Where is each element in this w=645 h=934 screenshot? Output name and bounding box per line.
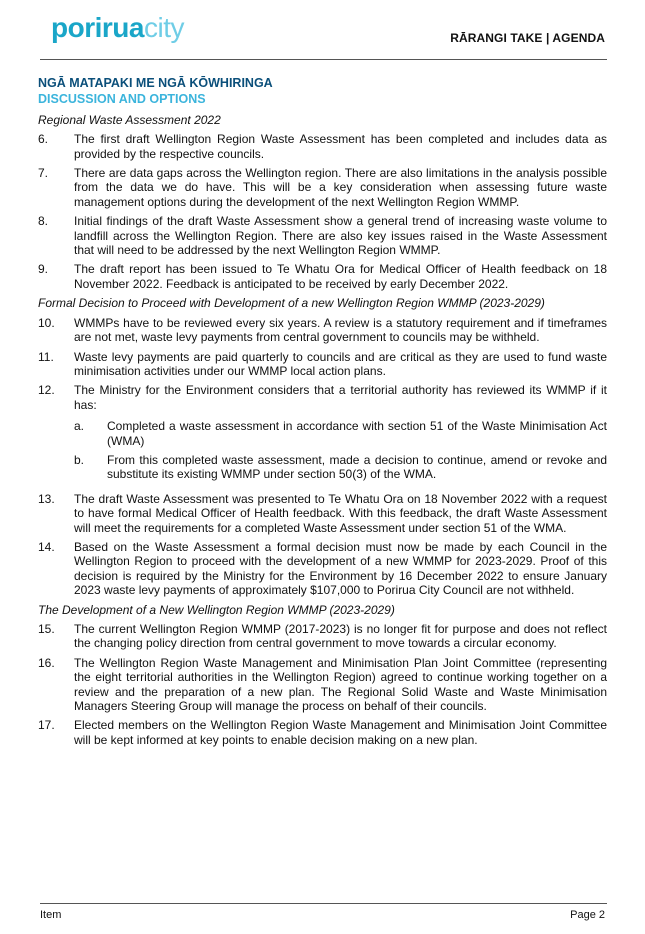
paragraph-number: 6.: [38, 132, 49, 147]
paragraph-number: 7.: [38, 166, 49, 181]
paragraph-number: 16.: [38, 655, 55, 670]
sub-item-letter: b.: [74, 452, 85, 467]
paragraph-text: The Ministry for the Environment considers that a territorial authority has reviewed its WMMP if it has:: [74, 383, 607, 412]
paragraph-12-body: [74, 383, 607, 486]
paragraph-12-sublist: [74, 419, 607, 482]
paragraph-text: WMMPs have to be reviewed every six years. A review is a statutory requirement and if timeframes are not met, waste levy payments from central government to councils may be withheld.: [74, 315, 607, 345]
paragraph-number: 12.: [38, 383, 55, 398]
paragraph-number: 17.: [38, 718, 55, 733]
sub-item-a: [74, 419, 607, 448]
sub-item-text: From this completed waste assessment, made a decision to continue, amend or revoke and substitute its existing WMMP under section 50(3) of the WMA.: [107, 452, 607, 482]
section-title-maori: NGĀ MATAPAKI ME NGĀ KŌWHIRINGA: [38, 76, 273, 90]
paragraph-text: Waste levy payments are paid quarterly to councils and are critical as they are used to fund waste minimisation activities under our WMMP local action plans.: [74, 349, 607, 378]
paragraph-17: [38, 718, 607, 747]
sub-item-b: [74, 453, 607, 482]
paragraph-14: [38, 540, 607, 598]
paragraph-7: [38, 166, 607, 209]
footer-divider: [40, 903, 607, 904]
paragraph-number: 8.: [38, 214, 49, 229]
paragraph-text: Based on the Waste Assessment a formal decision must now be made by each Council in the Wellington Region to proceed with the development of a new WMMP for 2023-2029. Proof of this decision is required by the Ministry for the Environment by 16 December 2022 to ensure January 2023 waste levy payments of approximately $107,000 to Porirua City Council are not withheld.: [74, 539, 607, 598]
paragraph-text: The current Wellington Region WMMP (2017-2023) is no longer fit for purpose and does not reflect the changing policy direction from central government to move towards a circular economy.: [74, 622, 607, 651]
logo-text-porirua: porirua: [51, 12, 144, 43]
paragraph-number: 11.: [38, 349, 54, 364]
paragraph-text: The first draft Wellington Region Waste Assessment has been completed and includes data as provided by the respective councils.: [74, 132, 607, 161]
paragraph-number: 10.: [38, 315, 55, 330]
logo-text-city: city: [143, 12, 184, 43]
paragraph-10: [38, 316, 607, 345]
paragraph-text: The draft report has been issued to Te Whatu Ora for Medical Officer of Health feedback on 18 November 2022. Feedback is anticipated to be received by early December 2022.: [74, 262, 607, 291]
subheading-formal-decision: Formal Decision to Proceed with Development of a new Wellington Region WMMP (2023-2029): [38, 296, 545, 311]
paragraph-text: The Wellington Region Waste Management and Minimisation Plan Joint Committee (representing the eight territorial authorities in the Wellington Region) agreed to continue working together on a review and the preparation of a new plan. The Regional Solid Waste and Waste Minimisation Managers Steering Group will manage the process on behalf of their councils.: [74, 655, 607, 714]
subheading-development-new-wmmp: The Development of a New Wellington Region WMMP (2023-2029): [38, 602, 395, 617]
paragraph-number: 15.: [38, 622, 55, 636]
subheading-regional-waste-assessment: Regional Waste Assessment 2022: [38, 112, 221, 127]
paragraph-number: 14.: [38, 539, 55, 554]
porirua-city-logo: [51, 14, 184, 42]
paragraph-16: [38, 656, 607, 714]
paragraph-text: There are data gaps across the Wellington region. There are also limitations in the analysis possible from the data we do have. This will be a key consideration when assessing future waste management options during the development of the next Wellington Region WMMP.: [74, 166, 607, 209]
paragraph-number: 13.: [38, 491, 55, 506]
paragraph-9: [38, 262, 607, 291]
header-agenda-label: RĀRANGI TAKE | AGENDA: [450, 31, 605, 45]
footer-item-label: Item: [40, 909, 62, 921]
sub-item-letter: a.: [74, 419, 85, 434]
document-body: [38, 76, 607, 752]
header-divider: [40, 59, 607, 60]
paragraph-15: [38, 622, 607, 651]
paragraph-11: [38, 350, 607, 379]
sub-item-text: Completed a waste assessment in accordance with section 51 of the Waste Minimisation Act (WMA): [107, 419, 607, 448]
paragraph-text: Initial findings of the draft Waste Assessment show a general trend of increasing waste volume to landfill across the Wellington Region. There are also key issues raised in the Waste Assessment that will need to be addressed by the next Wellington Region WMMP.: [74, 214, 607, 258]
page-header: [0, 0, 645, 62]
paragraph-12: [38, 383, 607, 486]
paragraph-text: Elected members on the Wellington Region Waste Management and Minimisation Joint Committee will be kept informed at key points to enable decision making on a new plan.: [74, 718, 607, 747]
paragraph-number: 9.: [38, 262, 49, 277]
paragraph-8: [38, 214, 607, 257]
footer-page-number: Page 2: [570, 909, 605, 921]
paragraph-text: The draft Waste Assessment was presented to Te Whatu Ora on 18 November 2022 with a request to have formal Medical Officer of Health feedback. With this feedback, the draft Waste Assessment will meet the requirements for a completed Waste Assessment under section 51 of the WMA.: [74, 491, 607, 535]
paragraph-13: [38, 492, 607, 535]
section-title-english: DISCUSSION AND OPTIONS: [38, 92, 206, 107]
paragraph-6: [38, 132, 607, 161]
